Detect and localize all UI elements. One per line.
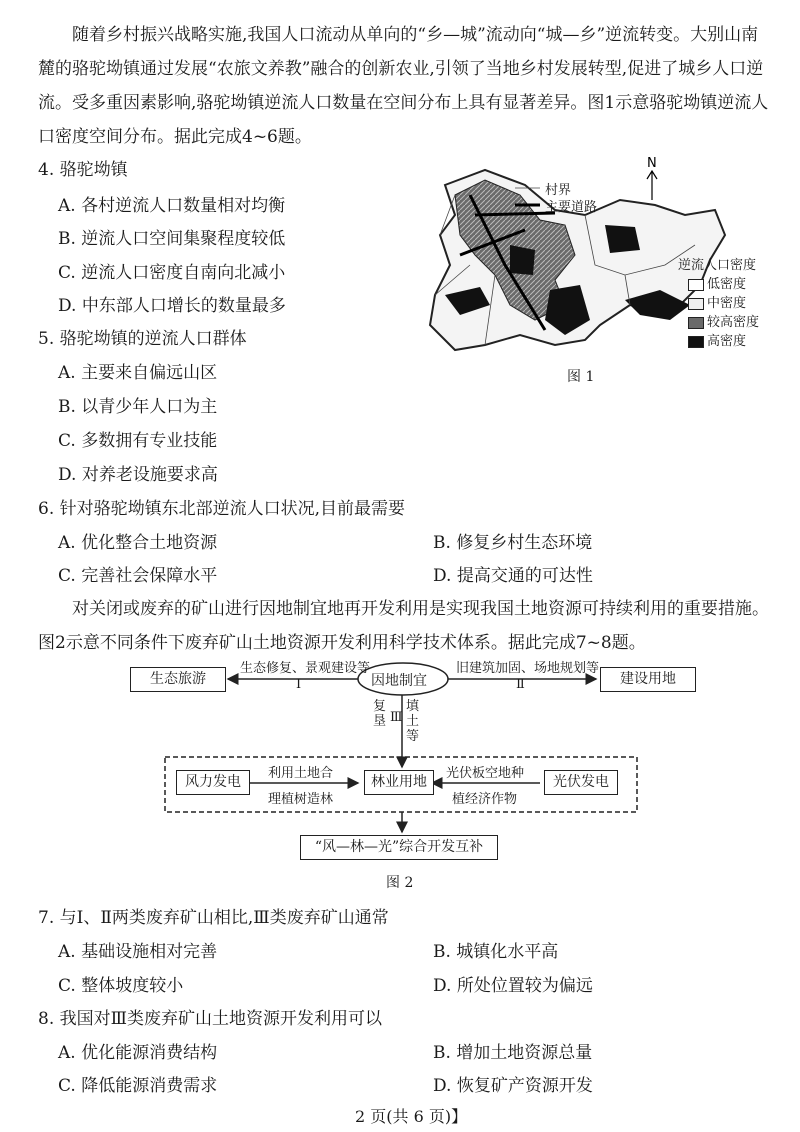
diagram-wind-forest-top: 利用土地合 — [268, 766, 334, 781]
diagram-reclaim-label: 复垦 — [373, 699, 387, 729]
legend-village-boundary: 村界 — [545, 183, 572, 198]
diagram-solar-forest-top: 光伏板空地种 — [446, 766, 525, 781]
high-density-swatch — [688, 336, 704, 348]
legend-high-density: 高密度 — [688, 330, 746, 349]
question-7-option-d[interactable]: D. 所处位置较为偏远 — [433, 976, 593, 996]
question-6-stem: 6. 针对骆驼坳镇东北部逆流人口状况,目前最需要 — [38, 499, 406, 519]
intro-paragraph-2: 对关闭或废弃的矿山进行因地制宜地再开发利用是实现我国土地资源可持续利用的重要措施。图2示意不同条件下废弃矿山土地资源开发利用科学技术体系。据此完成7~8题。 — [38, 599, 769, 653]
diagram-fill-label: 填土等 — [406, 699, 420, 744]
question-8-option-a[interactable]: A. 优化能源消费结构 — [58, 1043, 218, 1063]
higher-density-swatch — [688, 317, 704, 329]
diagram-roman-3: Ⅲ — [390, 710, 403, 725]
question-4-option-b[interactable]: B. 逆流人口空间集聚程度较低 — [58, 229, 286, 249]
diagram-right-label: 旧建筑加固、场地规划等 — [456, 661, 600, 676]
legend-main-road: 主要道路 — [545, 200, 598, 215]
diagram-roman-2: Ⅱ — [516, 677, 525, 692]
figure-2-diagram — [0, 655, 800, 865]
low-density-swatch — [688, 279, 704, 291]
question-5-option-a[interactable]: A. 主要来自偏远山区 — [58, 363, 218, 383]
page-footer: 2 页(共 6 页)】 — [355, 1107, 468, 1126]
legend-title: 逆流人口密度 — [678, 258, 757, 273]
diagram-center-node: 因地制宜 — [371, 673, 427, 689]
question-8-stem: 8. 我国对Ⅲ类废弃矿山土地资源开发利用可以 — [38, 1009, 383, 1029]
diagram-left-label: 生态修复、景观建设等 — [240, 661, 371, 676]
question-4-option-a[interactable]: A. 各村逆流人口数量相对均衡 — [58, 196, 286, 216]
legend-low-density: 低密度 — [688, 273, 746, 292]
legend-higher-density: 较高密度 — [688, 311, 759, 330]
question-7-option-a[interactable]: A. 基础设施相对完善 — [58, 942, 218, 962]
question-5-option-b[interactable]: B. 以青少年人口为主 — [58, 397, 218, 417]
question-6-option-d[interactable]: D. 提高交通的可达性 — [433, 566, 593, 586]
intro-paragraph-1: 随着乡村振兴战略实施,我国人口流动从单向的“乡—城”流动向“城—乡”逆流转变。大别山南麓的骆驼坳镇通过发展“农旅文养教”融合的创新农业,引领了当地乡村发展转型,促进了城乡人口逆流。受多重因素影响,骆驼坳镇逆流人口数量在空间分布上具有显著差异。图1示意骆驼坳镇逆流人口密度空间分布。据此完成4~6题。 — [38, 25, 769, 147]
question-4-option-d[interactable]: D. 中东部人口增长的数量最多 — [58, 296, 286, 316]
diagram-solar-power-box: 光伏发电 — [544, 770, 618, 795]
question-7-option-c[interactable]: C. 整体坡度较小 — [58, 976, 184, 996]
question-5-option-d[interactable]: D. 对养老设施要求高 — [58, 465, 218, 485]
diagram-wind-power-box: 风力发电 — [176, 770, 250, 795]
question-8-option-d[interactable]: D. 恢复矿产资源开发 — [433, 1076, 593, 1096]
figure-1-caption: 图 1 — [567, 369, 595, 385]
legend-mid-density: 中密度 — [688, 292, 746, 311]
question-7-stem: 7. 与Ⅰ、Ⅱ两类废弃矿山相比,Ⅲ类废弃矿山通常 — [38, 908, 389, 928]
diagram-forest-land-box: 林业用地 — [364, 770, 434, 795]
north-label: N — [647, 156, 657, 171]
question-8-option-c[interactable]: C. 降低能源消费需求 — [58, 1076, 218, 1096]
diagram-integrated-box: “风—林—光”综合开发互补 — [300, 835, 498, 860]
figure-2-caption: 图 2 — [386, 875, 414, 891]
question-6-option-b[interactable]: B. 修复乡村生态环境 — [433, 533, 593, 553]
diagram-eco-tourism-box: 生态旅游 — [130, 667, 226, 692]
diagram-wind-forest-bottom: 理植树造林 — [268, 792, 334, 807]
mid-density-swatch — [688, 298, 704, 310]
question-5-option-c[interactable]: C. 多数拥有专业技能 — [58, 431, 218, 451]
question-4-stem: 4. 骆驼坳镇 — [38, 160, 128, 180]
question-6-option-c[interactable]: C. 完善社会保障水平 — [58, 566, 218, 586]
diagram-construction-land-box: 建设用地 — [600, 667, 696, 692]
question-8-option-b[interactable]: B. 增加土地资源总量 — [433, 1043, 593, 1063]
question-7-option-b[interactable]: B. 城镇化水平高 — [433, 942, 559, 962]
question-4-option-c[interactable]: C. 逆流人口密度自南向北减小 — [58, 263, 286, 283]
question-6-option-a[interactable]: A. 优化整合土地资源 — [58, 533, 218, 553]
diagram-roman-1: Ⅰ — [296, 677, 302, 692]
diagram-solar-forest-bottom: 植经济作物 — [452, 792, 518, 807]
question-5-stem: 5. 骆驼坳镇的逆流人口群体 — [38, 329, 247, 349]
